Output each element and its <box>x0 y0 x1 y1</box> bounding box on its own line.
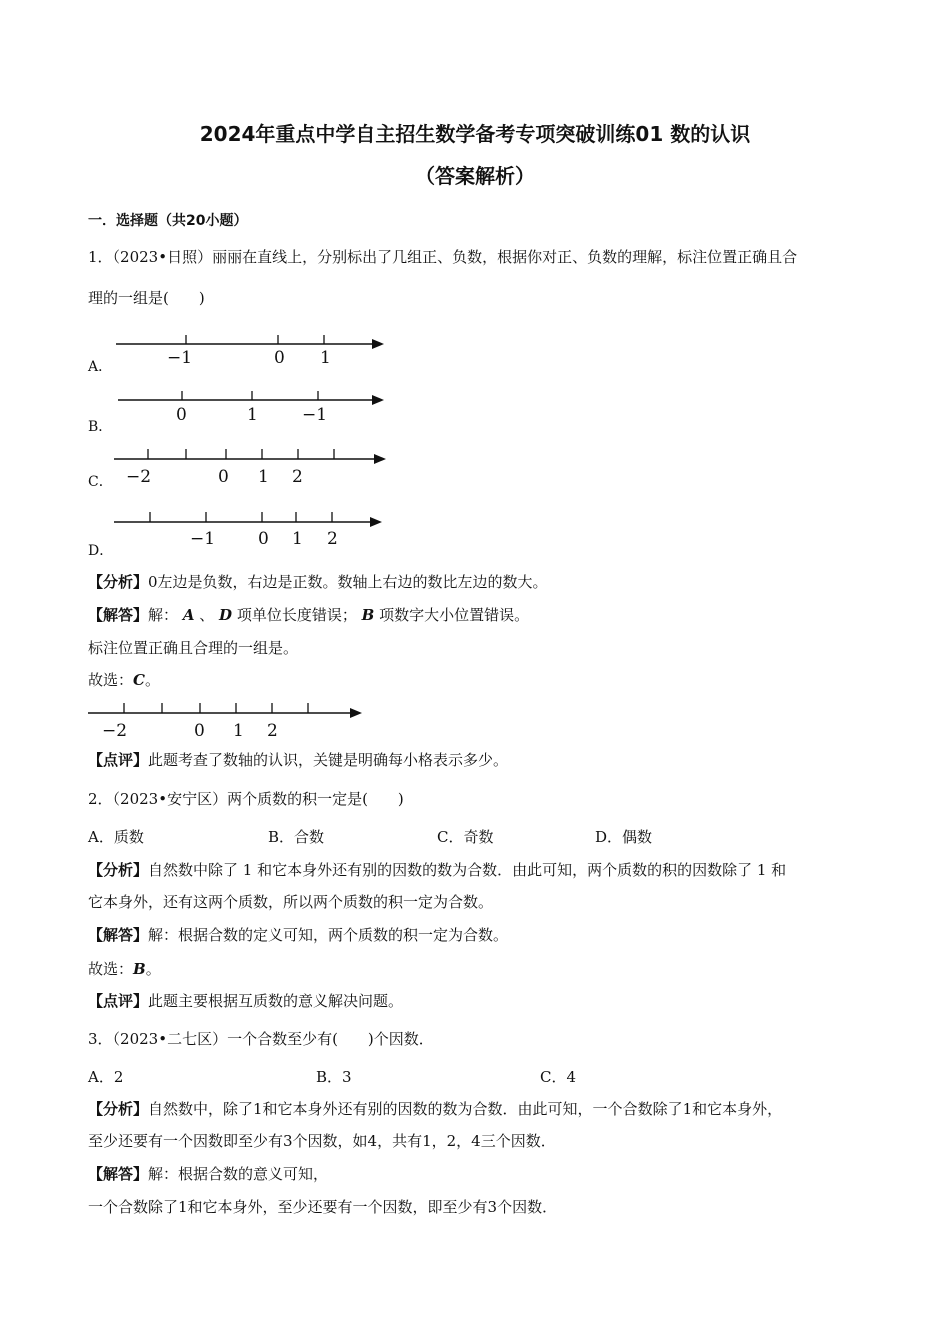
q3-option-c: C．4 <box>540 1068 577 1086</box>
q2-option-c: C．奇数 <box>437 828 494 846</box>
q1-solution-tick-label: 2 <box>267 721 278 741</box>
q2-option-a: A．质数 <box>88 828 144 846</box>
q1-b-tick-label: 0 <box>176 405 187 425</box>
analysis-text: 自然数中，除了1和它本身外还有别的因数的数为合数．由此可知，一个合数除了1和它本身外， <box>148 1100 783 1118</box>
q1-a-tick-label: 0 <box>274 348 285 368</box>
q1-c-tick-label: 2 <box>292 467 303 487</box>
q2-choice <box>88 958 161 979</box>
choice-value: B <box>133 960 146 978</box>
answer-tag: 【解答】 <box>88 926 149 944</box>
q2-answer <box>88 924 508 945</box>
choice-end: 。 <box>145 960 161 978</box>
q1-stem-line1: 1．（2023•日照）丽丽在直线上，分别标出了几组正、负数，根据你对正、负数的理解，标注位置正确且合 <box>88 248 798 266</box>
q2-option-d: D．偶数 <box>595 828 653 846</box>
q1-option-d-label: D． <box>88 543 114 559</box>
comment-tag: 【点评】 <box>88 992 149 1010</box>
q1-answer <box>88 604 529 625</box>
q1-solution-tick-label: 1 <box>233 721 244 741</box>
q1-b-tick-label: −1 <box>302 405 328 425</box>
q1-d-tick-label: 1 <box>292 529 303 549</box>
q3-option-a: A．2 <box>88 1068 124 1086</box>
q3-option-b: B．3 <box>316 1068 352 1086</box>
analysis-tag: 【分析】 <box>88 861 149 879</box>
q1-c-tick-label: 0 <box>218 467 229 487</box>
choice-prefix: 故选： <box>88 960 134 978</box>
q1-option-d-number-line <box>110 510 390 550</box>
q2-analysis-line1 <box>88 859 786 880</box>
q2-comment <box>88 990 403 1011</box>
q3-analysis-line2: 至少还要有一个因数即至少有3个因数，如4，共有1，2，4三个因数． <box>88 1132 556 1150</box>
q1-option-c-label: C． <box>88 474 113 490</box>
q1-comment <box>88 749 508 770</box>
q1-option-b-number-line <box>110 386 390 426</box>
q2-stem: 2．（2023•安宁区）两个质数的积一定是( ) <box>88 790 404 808</box>
q3-stem: 3．（2023•二七区）一个合数至少有( )个因数． <box>88 1030 434 1048</box>
q3-answer-line1 <box>88 1163 328 1184</box>
answer-text: 解：根据合数的定义可知，两个质数的积一定为合数。 <box>148 926 509 944</box>
q1-d-tick-label: −1 <box>190 529 216 549</box>
q2-option-b: B．合数 <box>268 828 325 846</box>
q1-d-tick-label: 2 <box>327 529 338 549</box>
answer-prefix: 解： <box>148 606 179 624</box>
q1-solution-number-line <box>86 700 366 740</box>
q1-a-tick-label: 1 <box>320 348 331 368</box>
q1-option-c-number-line <box>110 443 390 487</box>
section-heading: 一．选择题（共20小题） <box>88 213 248 229</box>
q1-option-b-label: B． <box>88 419 113 435</box>
answer-option-d: D <box>219 606 233 624</box>
q1-stem-line2: 理的一组是( ) <box>88 289 205 307</box>
q1-answer-line2: 标注位置正确且合理的一组是。 <box>88 639 299 657</box>
answer-text: 解：根据合数的意义可知， <box>148 1165 329 1183</box>
q1-c-tick-label: 1 <box>258 467 269 487</box>
q1-analysis <box>88 571 548 592</box>
answer-option-b: B <box>361 606 375 624</box>
answer-tag: 【解答】 <box>88 606 149 624</box>
answer-option-a: A <box>182 606 195 624</box>
analysis-tag: 【分析】 <box>88 573 149 591</box>
document-title: 2024年重点中学自主招生数学备考专项突破训练01 数的认识 <box>199 122 751 146</box>
q1-choice <box>88 669 160 690</box>
choice-prefix: 故选： <box>88 671 134 689</box>
q2-analysis-line2: 它本身外，还有这两个质数，所以两个质数的积一定为合数。 <box>88 893 494 911</box>
q1-solution-tick-label: −2 <box>102 721 128 741</box>
q1-b-tick-label: 1 <box>247 405 258 425</box>
comment-text: 此题考查了数轴的认识，关键是明确每小格表示多少。 <box>148 751 509 769</box>
q1-c-tick-label: −2 <box>126 467 152 487</box>
analysis-text: 0左边是负数，右边是正数。数轴上右边的数比左边的数大。 <box>148 573 548 591</box>
q1-option-a-label: A． <box>88 359 113 375</box>
q1-solution-tick-label: 0 <box>194 721 205 741</box>
comment-text: 此题主要根据互质数的意义解决问题。 <box>148 992 404 1010</box>
answer-tag: 【解答】 <box>88 1165 149 1183</box>
comment-tag: 【点评】 <box>88 751 149 769</box>
document-subtitle: （答案解析） <box>415 164 535 188</box>
q1-option-a-number-line <box>110 330 390 370</box>
analysis-text: 自然数中除了 1 和它本身外还有别的因数的数为合数．由此可知，两个质数的积的因数除了 1 和 <box>148 861 787 879</box>
choice-value: C <box>133 671 145 689</box>
choice-end: 。 <box>144 671 160 689</box>
analysis-tag: 【分析】 <box>88 1100 149 1118</box>
q1-d-tick-label: 0 <box>258 529 269 549</box>
answer-end-text: 项数字大小位置错误。 <box>379 606 530 624</box>
q1-a-tick-label: −1 <box>167 348 193 368</box>
q3-answer-line2: 一个合数除了1和它本身外，至少还要有一个因数，即至少有3个因数． <box>88 1198 558 1216</box>
answer-separator: 、 <box>199 606 215 624</box>
answer-mid-text: 项单位长度错误； <box>236 606 357 624</box>
q3-analysis-line1 <box>88 1098 782 1119</box>
